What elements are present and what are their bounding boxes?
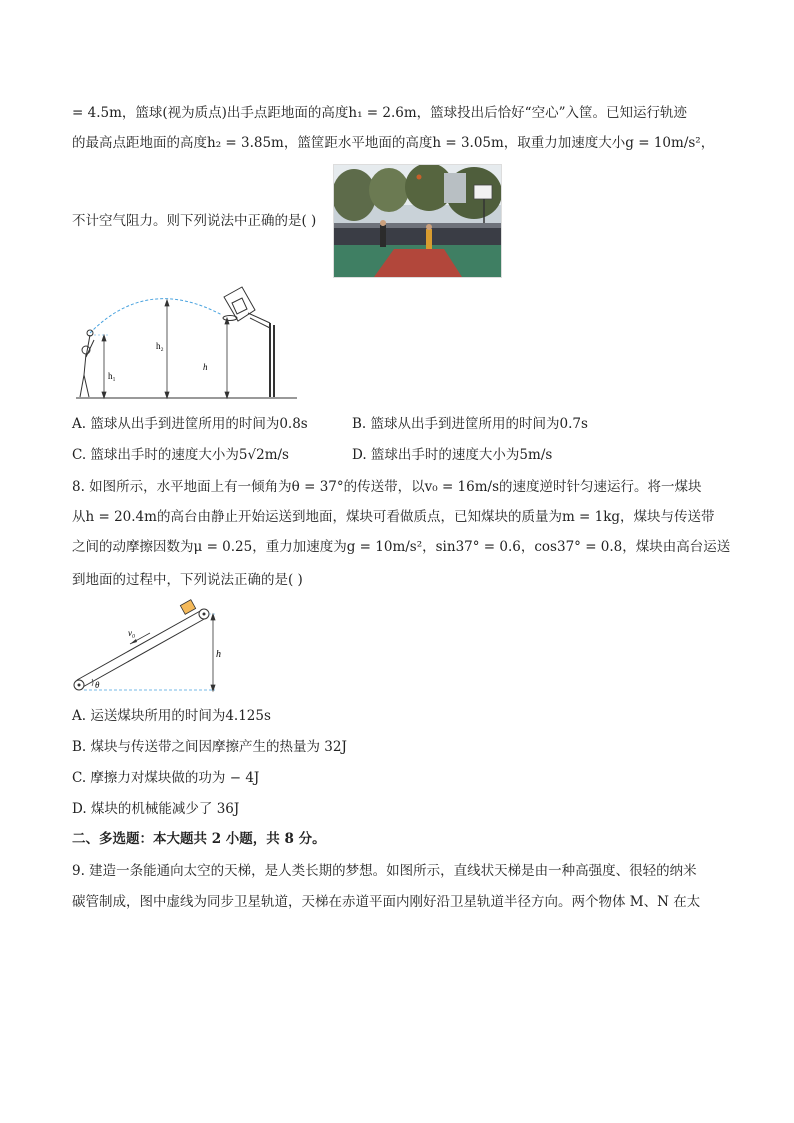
q7-option-a: A. 篮球从出手到进筐所用的时间为0.8s — [72, 416, 308, 432]
h1-arrow — [102, 335, 106, 398]
conveyor-h-arrow — [211, 614, 215, 691]
q8-text-line-2: 从h = 20.4m的高台由静止开始运送到地面，煤块可看做质点，已知煤块的质量为m = 1kg，煤块与传送带 — [72, 509, 715, 525]
basketball-diagram — [72, 285, 302, 400]
h1-label: h₁ — [108, 371, 116, 381]
h2-arrow — [165, 300, 169, 398]
q7-option-b: B. 篮球从出手到进筐所用的时间为0.7s — [352, 416, 588, 432]
q8-option-c: C. 摩擦力对煤块做的功为 − 4J — [72, 770, 260, 786]
coal-block — [180, 600, 195, 615]
section-heading-multiple-choice: 二、多选题：本大题共 2 小题，共 8 分。 — [72, 831, 326, 847]
basketball-photo — [333, 164, 502, 278]
h-arrow — [225, 318, 229, 398]
q8-option-b: B. 煤块与传送带之间因摩擦产生的热量为 32J — [72, 739, 347, 755]
h-label: h — [203, 362, 208, 372]
q9-text-line-2: 碳管制成，图中虚线为同步卫星轨道，天梯在赤道平面内刚好沿卫星轨道半径方向。两个物体 M、N 在太 — [72, 894, 701, 910]
q8-option-a: A. 运送煤块所用的时间为4.125s — [72, 708, 271, 724]
trajectory-dashed-curve — [90, 299, 222, 333]
q8-text-line-4: 到地面的过程中，下列说法正确的是( ) — [72, 572, 303, 588]
q8-text-line-3: 之间的动摩擦因数为μ = 0.25，重力加速度为g = 10m/s²，sin37° = 0.6，cos37° = 0.8，煤块由高台运送 — [72, 539, 731, 555]
q8-text-line-1: 8. 如图所示，水平地面上有一倾角为θ = 37°的传送带，以v₀ = 16m/s的速度逆时针匀速运行。将一煤块 — [72, 479, 702, 495]
conveyor-h-label: h — [216, 649, 221, 660]
q7-text-line-1: = 4.5m，篮球(视为质点)出手点距地面的高度h₁ = 2.6m，篮球投出后恰好“空心”入筐。已知运行轨迹 — [72, 105, 687, 121]
q7-text-line-2: 的最高点距地面的高度h₂ = 3.85m，篮筐距水平地面的高度h = 3.05m，取重力加速度大小g = 10m/s²， — [72, 135, 715, 151]
conveyor-diagram — [70, 598, 230, 696]
q8-option-d: D. 煤块的机械能减少了 36J — [72, 801, 240, 817]
q7-text-line-3: 不计空气阻力。则下列说法中正确的是( ) — [72, 213, 317, 229]
h2-label: h₂ — [156, 341, 164, 351]
hoop-stand — [223, 287, 274, 397]
q9-text-line-1: 9. 建造一条能通向太空的天梯，是人类长期的梦想。如图所示，直线状天梯是由一种高强度、很轻的纳米 — [72, 863, 697, 879]
v0-label: v₀ — [128, 628, 136, 638]
player-figure — [80, 330, 94, 397]
q7-option-d: D. 篮球出手时的速度大小为5m/s — [352, 447, 553, 463]
theta-label: θ — [95, 680, 100, 690]
q7-option-c: C. 篮球出手时的速度大小为5√2m/s — [72, 447, 289, 463]
